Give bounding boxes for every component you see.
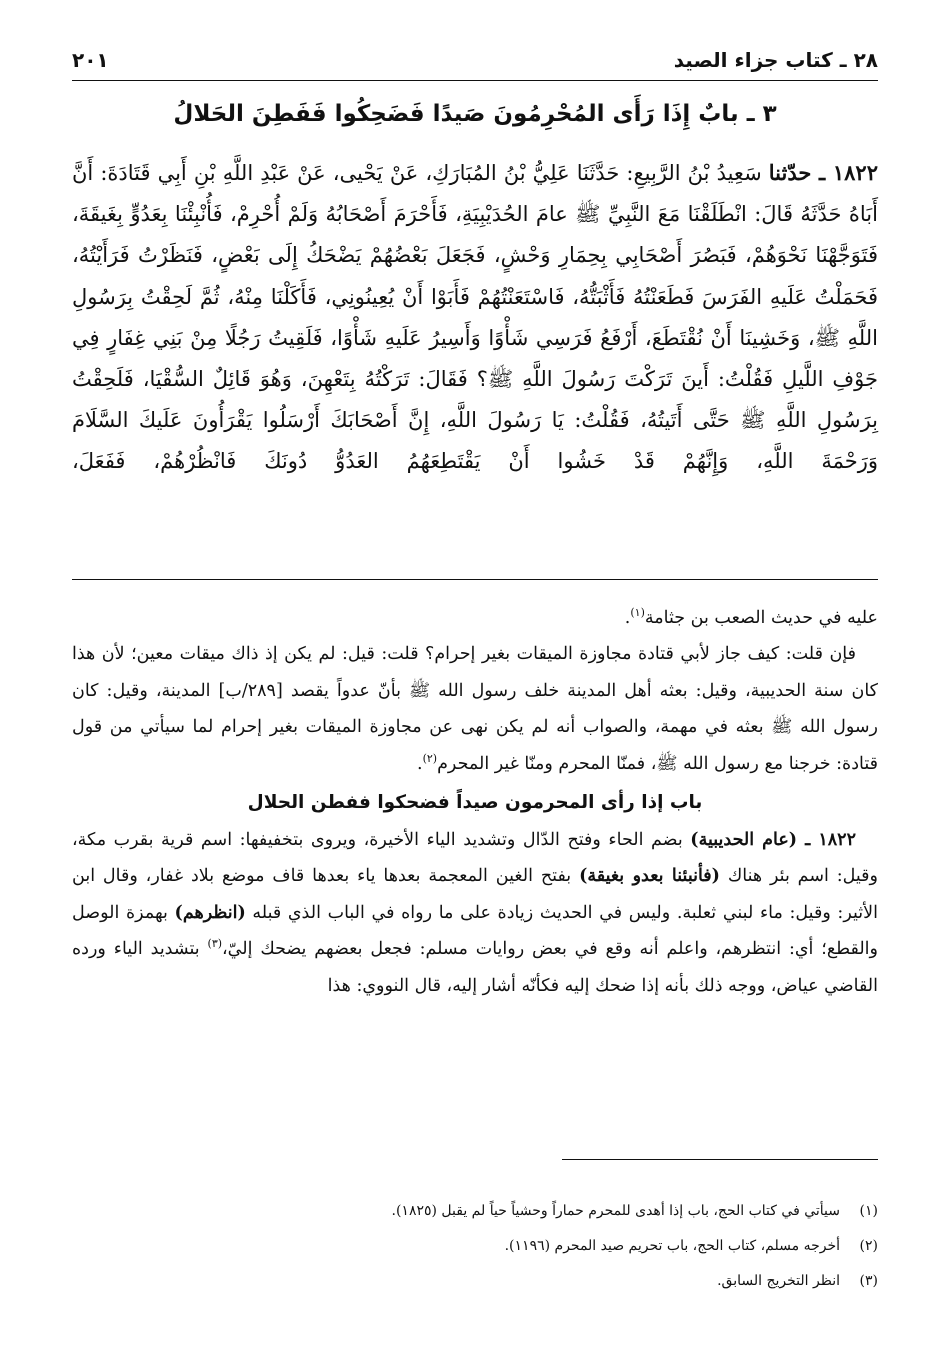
- commentary-text: بتشديد الياء ورده القاضي عياض، ووجه ذلك بأنه إذا ضحك إليه فكأنّه أشار إليه، قال النووي: هذا: [72, 939, 878, 996]
- commentary-lead: ١٨٢٢ ـ (عام الحديبية): [690, 830, 856, 851]
- book-page: [72, 34, 878, 1334]
- footnote-number: (٢): [859, 1238, 878, 1254]
- hadith-lead: ١٨٢٢ ـ حدّثنا: [768, 160, 878, 185]
- chapter-header: ٢٨ ـ كتاب جزاء الصيد: [673, 48, 878, 72]
- header-divider: [72, 80, 878, 81]
- footnote-number: (٣): [859, 1273, 878, 1289]
- commentary: [72, 600, 878, 1004]
- commentary-paragraph-3: [72, 822, 878, 1004]
- commentary-text: فإن قلت: كيف جاز لأبي قتادة مجاوزة الميقات بغير إحرام؟ قلت: قيل: لم يكن إذ ذاك ميقات معين؛ لأن هذا كان سنة الحديبية، وقيل: بعثه أهل المدينة خلف رسول الله ﷺ بأنّ عدواً يقصد [٢٨٩/ب] المدينة، وقيل: كان رسول الله ﷺ بعثه في مهمة، والصواب أنه لم يكن نهى عن مجاوزة الميقات بغير إحرام لما سيأتي من قول قتادة: خرجنا مع رسول الله ﷺ، فمنّا المحرم ومنّا غير المحرم: [72, 644, 879, 774]
- commentary-bold-phrase: (فأنبئنا بعدو بغيقة): [579, 866, 720, 887]
- commentary-bold-phrase: (انظرهم): [174, 902, 246, 923]
- running-header: [72, 44, 878, 76]
- section-subtitle: باب إذا رأى المحرمون صيداً فضحكوا ففطن الحلال: [247, 792, 703, 814]
- commentary-paragraph-1: عليه في حديث الصعب بن جثامة$^{(١)}$.: [624, 606, 878, 628]
- hadith-paragraph: [72, 152, 878, 483]
- footnote-text: انظر التخريج السابق.: [717, 1273, 840, 1289]
- commentary-text: بفتح الغين المعجمة بعدها ياء بعدها قاف موضع بلاد غفار، وقال ابن الأثير: وقيل: ماء لبني ثعلبة. وليس في الحديث زيادة على ما رواه في الباب الذي قبله: [72, 866, 878, 923]
- text-divider: [72, 579, 878, 580]
- footnotes: [72, 1194, 878, 1299]
- footnote-divider: [562, 1159, 878, 1160]
- hadith-text: [72, 152, 878, 483]
- commentary-text: عليه في حديث الصعب بن جثامة: [644, 608, 878, 628]
- footnote-item: [72, 1229, 878, 1264]
- hadith-body: سَعِيدُ بْنُ الرَّبِيعِ: حَدَّثَنَا عَلِيُّ بْنُ المُبَارَكِ، عَنْ يَحْيى، عَنْ عَبْدِ اللَّهِ بْنِ أَبِي قَتَادَةَ: أَنَّ أَبَاهُ حَدَّثَهُ قَالَ: انْطَلَقْنَا مَعَ النَّبِيِّ ﷺ عامَ الحُدَيْبِيَةِ، فَأَحْرَمَ أَصْحَابُهُ وَلَمْ أُحْرِمْ، فَأُنْبِئْنَا بِعَدُوٍّ بِغَيقَةَ، فَتَوَجَّهْنَا نَحْوَهُمْ، فَبَصُرَ أَصْحَابِي بِحِمَارِ وَحْشٍ، فَجَعَلَ بَعْضُهُمْ يَضْحَكُ إِلَى بَعْضٍ، فَنَظَرْتُ فَرَأَيْتُهُ، فَحَمَلْتُ عَلَيهِ الفَرَسَ فَطَعَنْتُهُ فَأَثْبَتُّهُ، فَاسْتَعَنْتُهُمْ فَأَبَوْا أَنْ يُعِينُونِي، فَأَكَلْنَا مِنْهُ، ثُمَّ لَحِقْتُ بِرَسُولِ اللَّهِ ﷺ، وَخَشِينَا أَنْ نُقْتَطَعَ، أَرْفَعُ فَرَسِي شَأْوًا وَأَسِيرُ عَلَيهِ شَأْوًا، فَلَقِيتُ رَجُلًا مِنْ بَنِي غِفَارٍ فِي جَوْفِ اللَّيلِ فَقُلْتُ: أَينَ تَرَكْتَ رَسُولَ اللَّهِ ﷺ؟ فَقَالَ: تَرَكْتُهُ بِتَعْهِنَ، وَهُوَ قَائِلٌ السُّقْيَا، فَلَحِقْتُ بِرَسُولِ اللَّهِ ﷺ حَتَّى أَتَيتُهُ، فَقُلْتُ: يَا رَسُولَ اللَّهِ، إِنَّ أَصْحَابَكَ أَرْسَلُوا يَقْرَأُونَ عَلَيكَ السَّلَامَ وَرَحْمَةَ اللَّهِ، وَإِنَّهُمْ قَدْ خَشُوا أَنْ يَقْتَطِعَهُمُ العَدُوُّ دُونَكَ فَانْظُرْهُمْ، فَفَعَلَ،: [72, 161, 878, 474]
- chapter-title: ٣ ـ بابٌ إِذَا رَأَى المُحْرِمُونَ صَيدًا فَضَحِكُوا فَفَطِنَ الحَلالُ: [173, 101, 777, 127]
- commentary-text: بهمزة الوصل والقطع؛ أي: انتظرهم، واعلم أنه وقع في بعض روايات مسلم: فجعل بعضهم يضحك إليّ،: [72, 902, 878, 960]
- page-number: ٢٠١: [72, 48, 109, 72]
- footnote-ref: (٢): [422, 751, 438, 765]
- commentary-text: بضم الحاء وفتح الدّال وتشديد الياء الأخيرة، ويروى بتخفيفها: اسم قرية بقرب مكة، وقيل: اسم بئر هناك: [72, 830, 878, 887]
- footnote-item: [72, 1264, 878, 1299]
- footnote-ref: (١): [630, 606, 645, 620]
- commentary-paragraph-2: فإن قلت: كيف جاز لأبي قتادة مجاوزة الميقات بغير إحرام؟ قلت: قيل: لم يكن إذ ذاك ميقات معين؛ لأن هذا كان سنة الحديبية، وقيل: بعثه أهل المدينة خلف رسول الله ﷺ بأنّ عدواً يقصد [٢٨٩/ب] المدينة، وقيل: كان رسول الله ﷺ بعثه في مهمة، والصواب أنه لم يكن نهى عن مجاوزة الميقات بغير إحرام لما سيأتي من قول قتادة: خرجنا مع رسول الله ﷺ، فمنّا المحرم ومنّا غير المحرم$^{(٢)}$.: [72, 644, 879, 774]
- footnote-number: (١): [859, 1203, 878, 1219]
- footnote-ref: (٣): [207, 937, 223, 951]
- footnote-text: سيأتي في كتاب الحج، باب إذا أهدى للمحرم حماراً وحشياً حياً لم يقبل (١٨٢٥).: [391, 1203, 840, 1219]
- footnote-item: [72, 1194, 878, 1229]
- footnote-text: أخرجه مسلم، كتاب الحج، باب تحريم صيد المحرم (١١٩٦).: [504, 1238, 840, 1254]
